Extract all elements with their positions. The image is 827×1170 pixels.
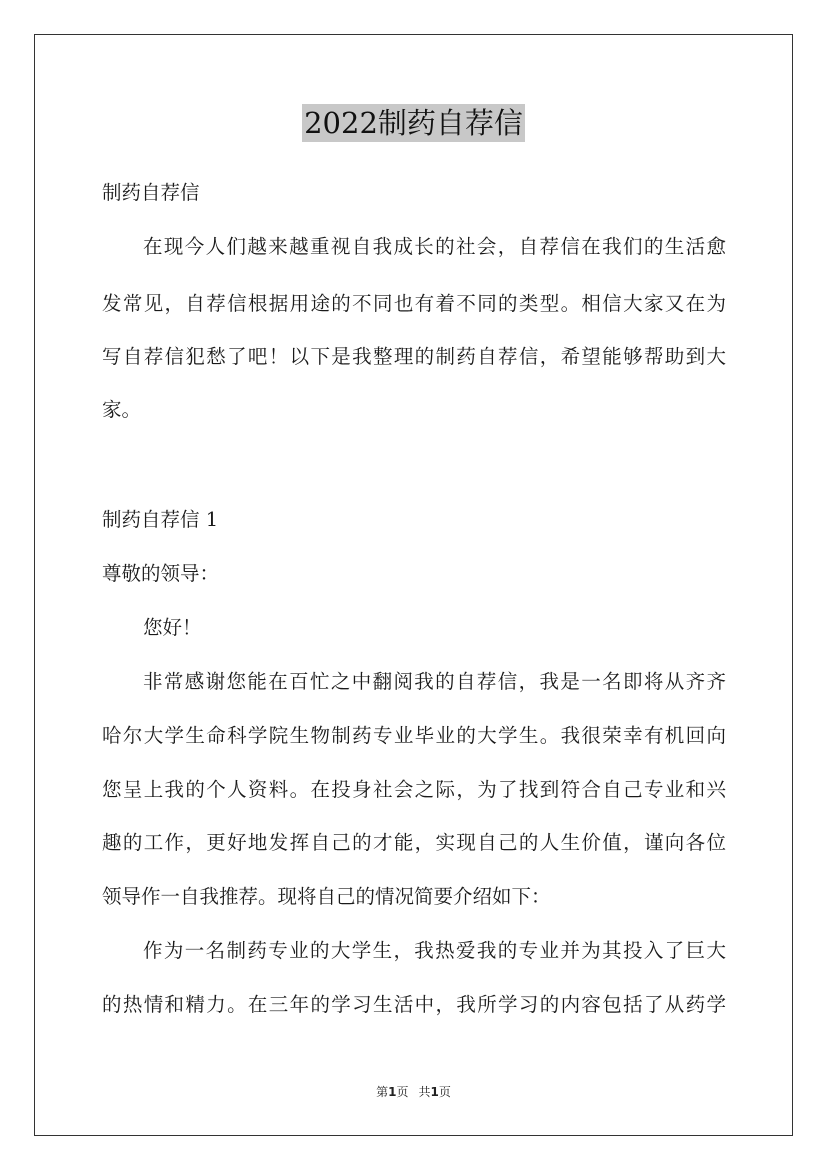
footer-total-number: 1 [430,1085,439,1099]
footer-total-suffix: 页 [438,1085,451,1099]
paragraph-line: 哈尔大学生命科学院生物制药专业毕业的大学生。我很荣幸有机回向 [102,724,726,747]
heading-text: 制药自荐信 [102,181,200,204]
footer-page-number: 1 [388,1085,397,1099]
footer-total-prefix: 共 [418,1085,431,1099]
paragraph-line: 非常感谢您能在百忙之中翻阅我的自荐信，我是一名即将从齐齐 [143,670,726,693]
paragraph-line: 的热情和精力。在三年的学习生活中，我所学习的内容包括了从药学 [102,993,726,1016]
paragraph-line: 作为一名制药专业的大学生，我热爱我的专业并为其投入了巨大 [143,939,726,962]
salutation: 尊敬的领导： [102,562,220,585]
paragraph-line: 领导作一自我推荐。现将自己的情况简要介绍如下： [102,885,551,908]
section-title: 制药自荐信 1 [102,508,219,531]
intro-line: 家。 [102,398,142,421]
intro-line: 在现今人们越来越重视自我成长的社会，自荐信在我们的生活愈 [143,235,726,258]
footer-page-suffix: 页 [396,1085,409,1099]
paragraph-line: 趣的工作，更好地发挥自己的才能，实现自己的人生价值，谨向各位 [102,831,726,854]
title-container [0,104,827,142]
greeting: 您好！ [143,616,202,639]
document-title: 2022制药自荐信 [304,106,523,140]
page-footer [0,1084,827,1100]
paragraph-line: 您呈上我的个人资料。在投身社会之际，为了找到符合自己专业和兴 [102,778,726,801]
intro-line: 写自荐信犯愁了吧！以下是我整理的制药自荐信，希望能够帮助到大 [102,345,726,368]
footer-page-prefix: 第 [376,1085,389,1099]
intro-line: 发常见，自荐信根据用途的不同也有着不同的类型。相信大家又在为 [102,292,726,315]
